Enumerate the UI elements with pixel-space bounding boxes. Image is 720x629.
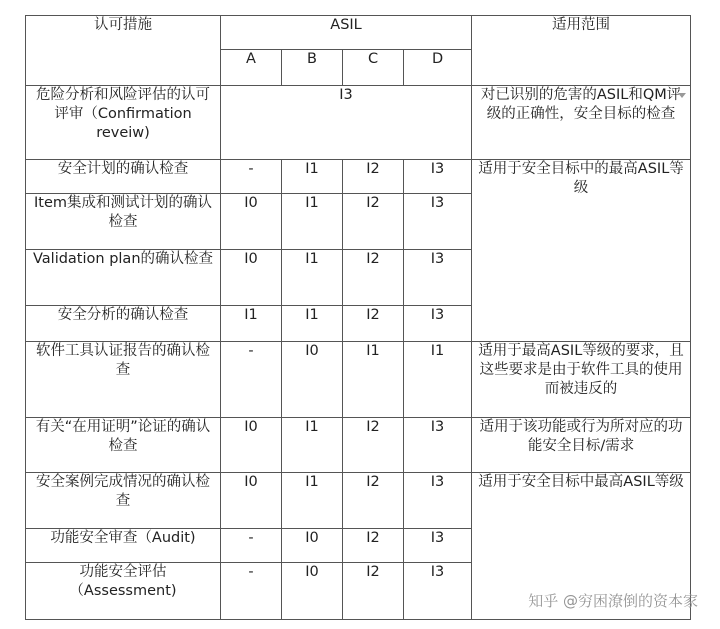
asil-b-cell: I1 [282,473,343,529]
header-row [26,16,691,50]
header-level-d: D [404,50,472,86]
measure-cell: 安全计划的确认检查 [26,160,221,194]
watermark: 知乎 @穷困潦倒的资本家 [528,592,698,610]
measure-cell: Item集成和测试计划的确认检查 [26,194,221,250]
asil-c-cell: I2 [343,418,404,473]
asil-b-cell: I1 [282,160,343,194]
scope-cell: 适用于最高ASIL等级的要求，且这些要求是由于软件工具的使用而被违反的 [472,342,691,418]
asil-c-cell: I1 [343,342,404,418]
dropdown-caret-icon [678,93,686,98]
asil-c-cell: I2 [343,529,404,563]
measure-cell: 功能安全审查（Audit) [26,529,221,563]
asil-a-cell: I0 [221,418,282,473]
asil-b-cell: I1 [282,250,343,306]
scope-cell: 对已识别的危害的ASIL和QM评级的正确性，安全目标的检查 [472,86,691,160]
asil-d-cell: I3 [404,418,472,473]
asil-b-cell: I1 [282,306,343,342]
measure-cell: 有关“在用证明”论证的确认检查 [26,418,221,473]
header-scope: 适用范围 [472,16,691,86]
table-row [26,418,691,473]
asil-a-cell: I0 [221,194,282,250]
asil-b-cell: I1 [282,418,343,473]
measure-cell: Validation plan的确认检查 [26,250,221,306]
table-row [26,342,691,418]
asil-b-cell: I0 [282,563,343,620]
asil-a-cell: - [221,563,282,620]
asil-a-cell: I0 [221,250,282,306]
header-level-a: A [221,50,282,86]
asil-c-cell: I2 [343,160,404,194]
asil-d-cell: I3 [404,306,472,342]
merged-asil-cell: I3 [221,86,472,160]
scope-cell: 适用于安全目标中的最高ASIL等级 [472,160,691,342]
asil-b-cell: I1 [282,194,343,250]
asil-c-cell: I2 [343,473,404,529]
asil-b-cell: I0 [282,529,343,563]
asil-d-cell: I3 [404,473,472,529]
measure-cell: 安全案例完成情况的确认检查 [26,473,221,529]
asil-d-cell: I3 [404,194,472,250]
header-level-c: C [343,50,404,86]
asil-c-cell: I2 [343,250,404,306]
scope-cell: 适用于该功能或行为所对应的功能安全目标/需求 [472,418,691,473]
table-row [26,473,691,529]
asil-c-cell: I2 [343,306,404,342]
asil-b-cell: I0 [282,342,343,418]
asil-a-cell: - [221,160,282,194]
measure-cell: 功能安全评估（Assessment) [26,563,221,620]
measure-cell: 安全分析的确认检查 [26,306,221,342]
asil-c-cell: I2 [343,194,404,250]
measure-cell: 软件工具认证报告的确认检查 [26,342,221,418]
asil-a-cell: - [221,529,282,563]
asil-a-cell: - [221,342,282,418]
asil-a-cell: I1 [221,306,282,342]
table-row [26,160,691,194]
asil-d-cell: I3 [404,529,472,563]
header-measure: 认可措施 [26,16,221,86]
asil-d-cell: I3 [404,563,472,620]
asil-a-cell: I0 [221,473,282,529]
asil-d-cell: I1 [404,342,472,418]
confirmation-measures-table [25,15,691,620]
scope-cell: 适用于安全目标中最高ASIL等级 [472,473,691,620]
asil-d-cell: I3 [404,250,472,306]
header-asil: ASIL [221,16,472,50]
asil-c-cell: I2 [343,563,404,620]
asil-d-cell: I3 [404,160,472,194]
header-level-b: B [282,50,343,86]
table-row [26,86,691,160]
measure-cell: 危险分析和风险评估的认可评审（Confirmation reveiw) [26,86,221,160]
